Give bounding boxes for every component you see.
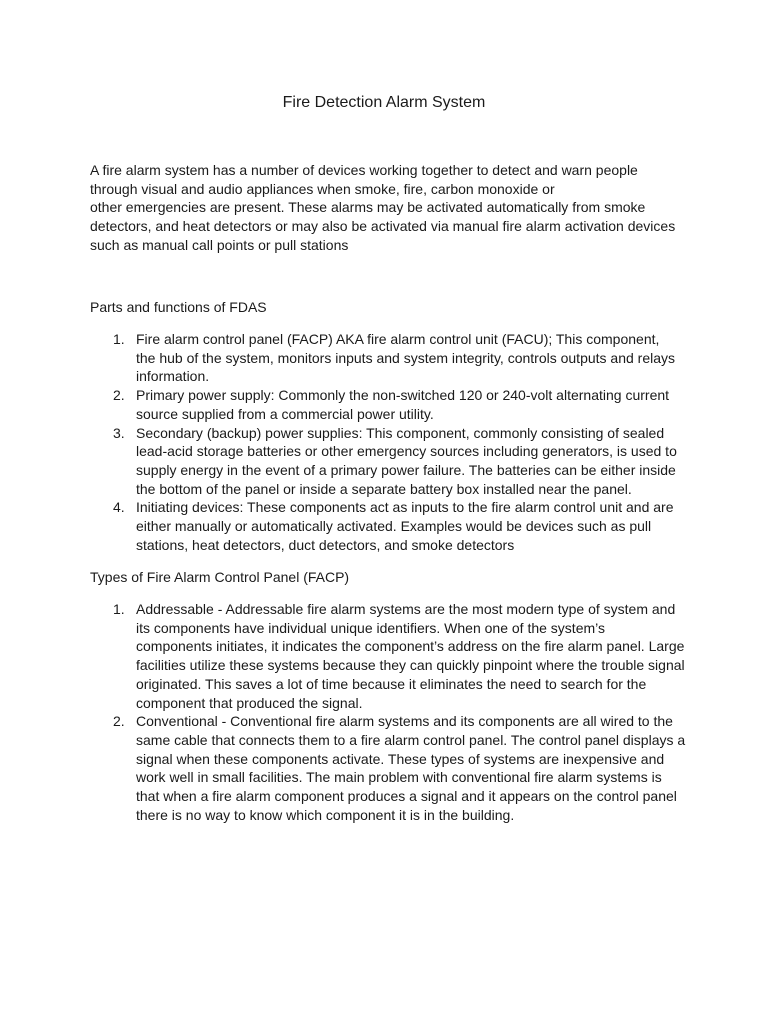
list-item-line: that when a fire alarm component produces a signal and it appears on the control panel — [136, 788, 677, 805]
intro-paragraph — [90, 161, 690, 255]
intro-line: A fire alarm system has a number of devices working together to detect and warn people — [90, 162, 638, 178]
intro-line: through visual and audio appliances when smoke, fire, carbon monoxide or — [90, 180, 555, 197]
list-item-line: component that produced the signal. — [136, 694, 363, 711]
parts-list — [90, 330, 690, 554]
list-item-number: 3. — [113, 424, 125, 441]
types-list — [90, 600, 690, 824]
list-item-line: its components have individual unique identifiers. When one of the system’s — [136, 619, 606, 636]
list-item-number: 1. — [113, 331, 125, 347]
list-item — [90, 712, 690, 824]
list-item-line: there is no way to know which component it is in the building. — [136, 806, 515, 823]
list-item — [90, 600, 690, 712]
list-item-line: the hub of the system, monitors inputs and system integrity, controls outputs and relays — [136, 349, 676, 366]
list-item-line: supply energy in the event of a primary power failure. The batteries can be either inside — [136, 461, 676, 478]
types-section-heading: Types of Fire Alarm Control Panel (FACP) — [90, 569, 350, 585]
list-item-line: Initiating devices: These components act as inputs to the fire alarm control unit and are — [136, 499, 674, 516]
list-item-line: facilities utilize these systems because they can quickly pinpoint where the trouble signal — [136, 657, 685, 674]
list-item — [90, 330, 690, 386]
list-item-number: 2. — [113, 713, 125, 730]
list-item-line: work well in small facilities. The main problem with conventional fire alarm systems is — [136, 769, 662, 786]
intro-line: detectors, and heat detectors or may also be activated via manual fire alarm activation devices — [90, 218, 676, 235]
intro-line: such as manual call points or pull stations — [90, 236, 349, 253]
list-item-line: originated. This saves a lot of time because it eliminates the need to search for the — [136, 675, 647, 692]
list-item-line: components initiates, it indicates the component’s address on the fire alarm panel. Large — [136, 638, 685, 655]
list-item-line: Primary power supply: Commonly the non-switched 120 or 240-volt alternating current — [136, 387, 670, 404]
list-item — [90, 424, 690, 499]
list-item-line: Conventional - Conventional fire alarm systems and its components are all wired to the — [136, 713, 673, 730]
list-item-line: same cable that connects them to a fire alarm control panel. The control panel displays a — [136, 731, 686, 748]
list-item-line: signal when these components activate. These types of systems are inexpensive and — [136, 750, 665, 767]
list-item-line: lead-acid storage batteries or other emergency sources including generators, is used to — [136, 443, 677, 460]
parts-section-heading: Parts and functions of FDAS — [90, 299, 267, 315]
intro-line: other emergencies are present. These alarms may be activated automatically from smoke — [90, 199, 646, 216]
document-title: Fire Detection Alarm System — [282, 94, 486, 111]
list-item-line: Fire alarm control panel (FACP) AKA fire alarm control unit (FACU); This component, — [136, 331, 660, 347]
list-item-line: Addressable - Addressable fire alarm systems are the most modern type of system and — [136, 601, 676, 617]
list-item — [90, 386, 690, 423]
list-item-line: stations, heat detectors, duct detectors, and smoke detectors — [136, 536, 515, 553]
list-item-number: 2. — [113, 387, 125, 404]
list-item-line: source supplied from a commercial power utility. — [136, 405, 434, 422]
list-item-number: 1. — [113, 601, 125, 617]
list-item — [90, 498, 690, 554]
list-item-number: 4. — [113, 499, 125, 516]
list-item-line: the bottom of the panel or inside a separate battery box installed near the panel. — [136, 480, 632, 497]
list-item-line: either manually or automatically activated. Examples would be devices such as pull — [136, 518, 652, 535]
list-item-line: Secondary (backup) power supplies: This component, commonly consisting of sealed — [136, 424, 665, 441]
list-item-line: information. — [136, 368, 210, 385]
